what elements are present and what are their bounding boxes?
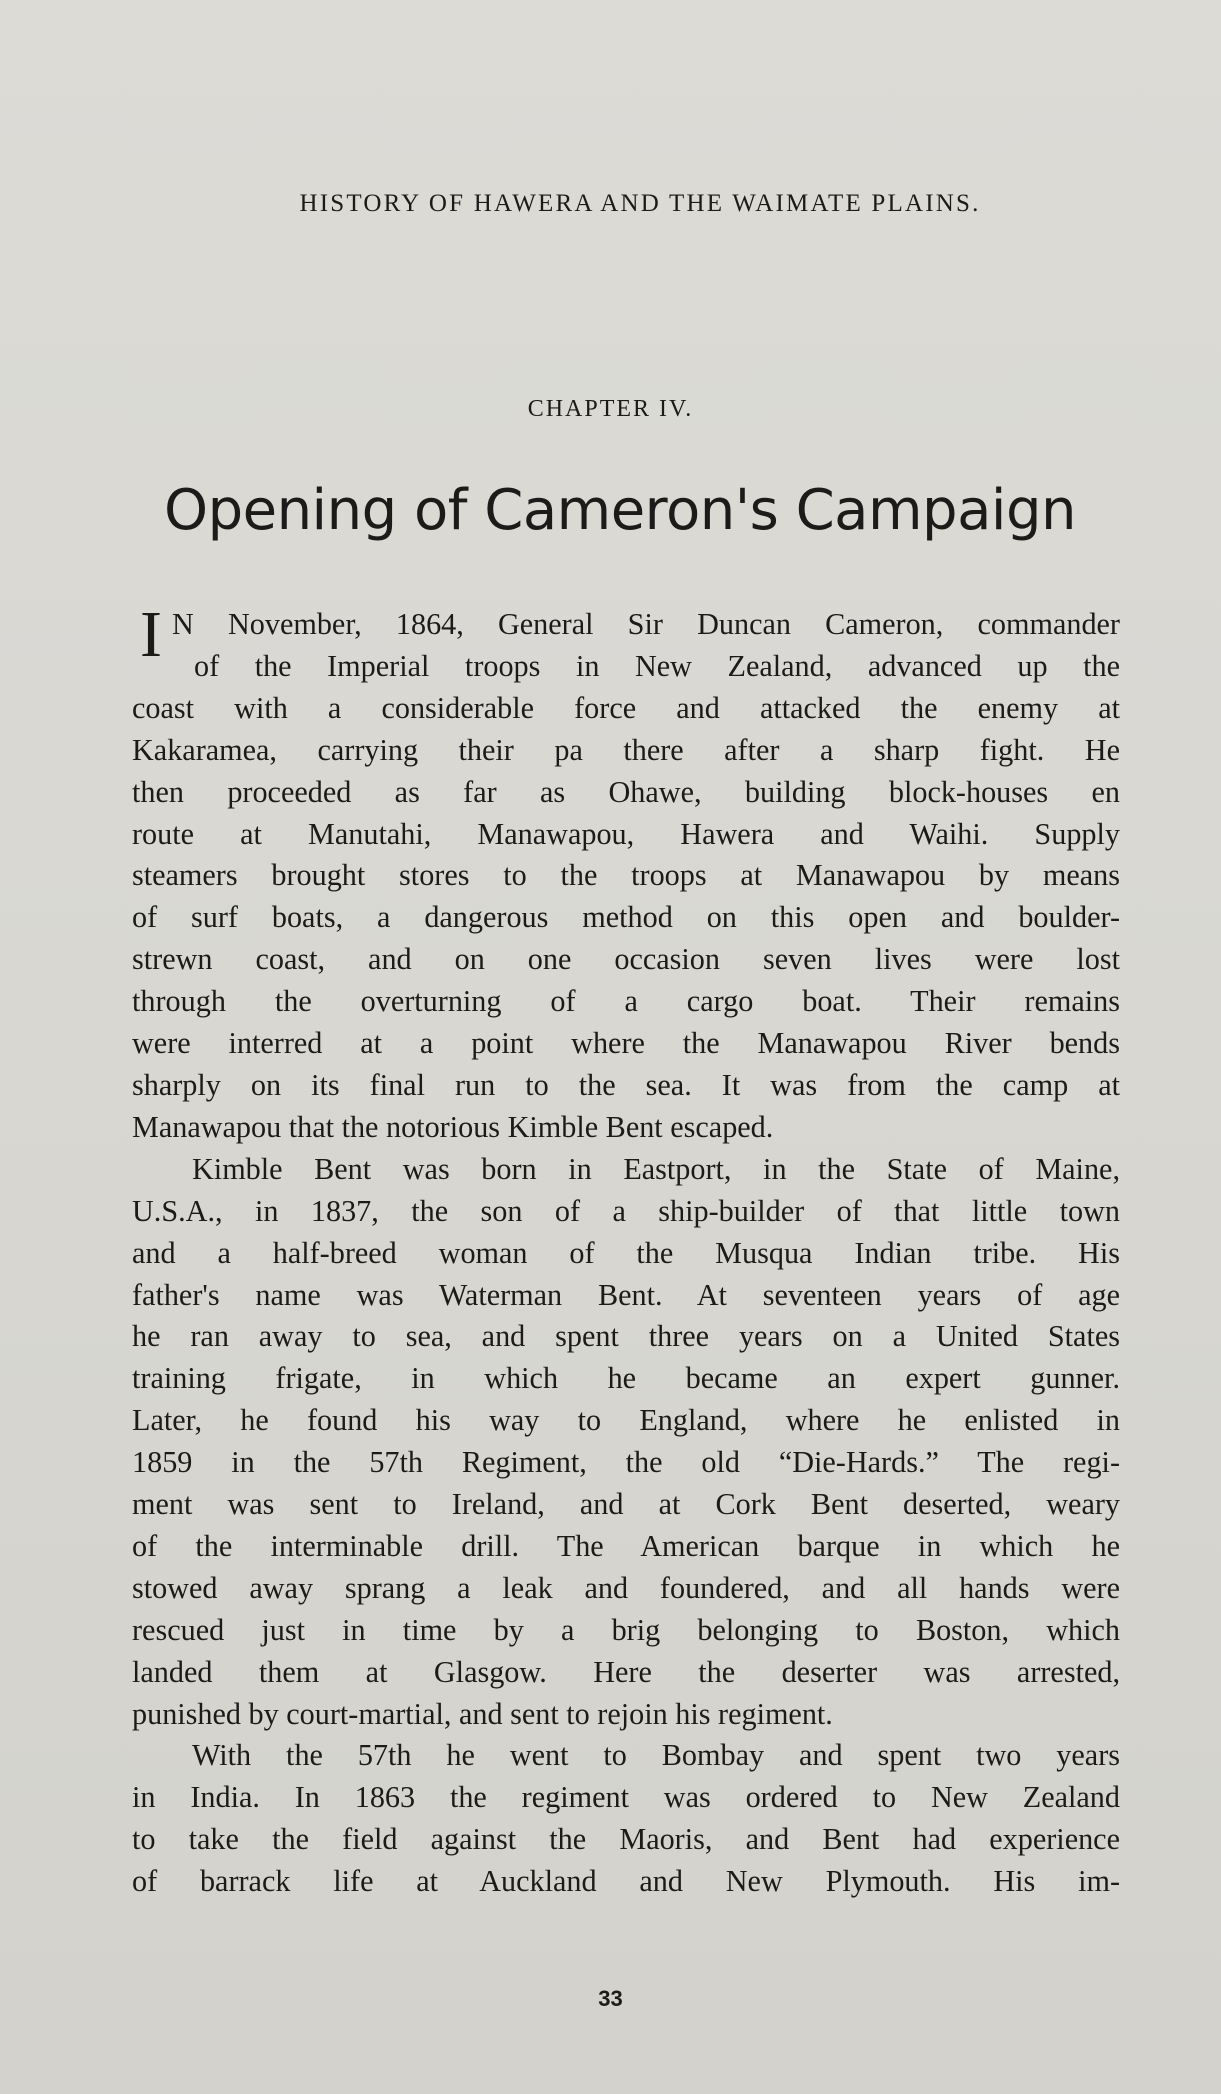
- text-line: Later, he found his way to England, where he enlisted in: [132, 1403, 1120, 1438]
- text-line: to take the field against the Maoris, and Bent had experience: [132, 1822, 1120, 1857]
- text-line: in India. In 1863 the regiment was ordered to New Zealand: [132, 1780, 1120, 1815]
- text-line: U.S.A., in 1837, the son of a ship-builder of that little town: [132, 1193, 1120, 1228]
- text-line: strewn coast, and on one occasion seven lives were lost: [132, 942, 1120, 977]
- text-line: 1859 in the 57th Regiment, the old “Die-Hards.” The regi-: [132, 1445, 1120, 1480]
- text-line: Kakaramea, carrying their pa there after a sharp fight. He: [132, 732, 1120, 767]
- text-line: through the overturning of a cargo boat. Their remains: [132, 984, 1120, 1019]
- text-line: Kimble Bent was born in Eastport, in the State of Maine,: [192, 1151, 1120, 1186]
- text-line: of barrack life at Auckland and New Plymouth. His im-: [132, 1864, 1120, 1899]
- text-line: then proceeded as far as Ohawe, building block-houses en: [132, 774, 1120, 809]
- text-line: training frigate, in which he became an expert gunner.: [132, 1361, 1120, 1396]
- chapter-label: CHAPTER IV.: [527, 396, 694, 422]
- text-line: coast with a considerable force and attacked the enemy at: [132, 690, 1120, 725]
- text-line: of the Imperial troops in New Zealand, advanced up the: [194, 648, 1120, 683]
- text-line: rescued just in time by a brig belonging to Boston, which: [132, 1612, 1120, 1647]
- text-line: steamers brought stores to the troops at Manawapou by means: [132, 858, 1120, 893]
- text-line: punished by court-martial, and sent to rejoin his regiment.: [132, 1696, 833, 1731]
- chapter-title: Opening of Cameron's Campaign: [163, 478, 1076, 543]
- text-line: route at Manutahi, Manawapou, Hawera and Waihi. Supply: [132, 816, 1120, 851]
- text-line: N November, 1864, General Sir Duncan Cameron, commander: [172, 607, 1120, 641]
- text-line: With the 57th he went to Bombay and spent two years: [192, 1738, 1120, 1773]
- text-line: were interred at a point where the Manawapou River bends: [132, 1026, 1120, 1061]
- text-line: ment was sent to Ireland, and at Cork Bent deserted, weary: [132, 1487, 1120, 1522]
- text-line: of the interminable drill. The American barque in which he: [132, 1528, 1120, 1563]
- running-head: HISTORY OF HAWERA AND THE WAIMATE PLAINS.: [299, 190, 981, 217]
- drop-cap: I: [140, 598, 162, 671]
- text-line: and a half-breed woman of the Musqua Indian tribe. His: [132, 1235, 1120, 1270]
- text-line: he ran away to sea, and spent three years on a United States: [132, 1319, 1120, 1354]
- text-line: stowed away sprang a leak and foundered, and all hands were: [132, 1570, 1120, 1605]
- text-line: sharply on its final run to the sea. It was from the camp at: [132, 1067, 1120, 1102]
- text-line: landed them at Glasgow. Here the deserter was arrested,: [132, 1654, 1120, 1689]
- text-line: father's name was Waterman Bent. At seventeen years of age: [132, 1277, 1120, 1312]
- page-number: 33: [598, 1986, 623, 2011]
- body-text: [132, 598, 1120, 1903]
- text-line: Manawapou that the notorious Kimble Bent escaped.: [132, 1109, 774, 1144]
- text-line: of surf boats, a dangerous method on this open and boulder-: [132, 900, 1120, 935]
